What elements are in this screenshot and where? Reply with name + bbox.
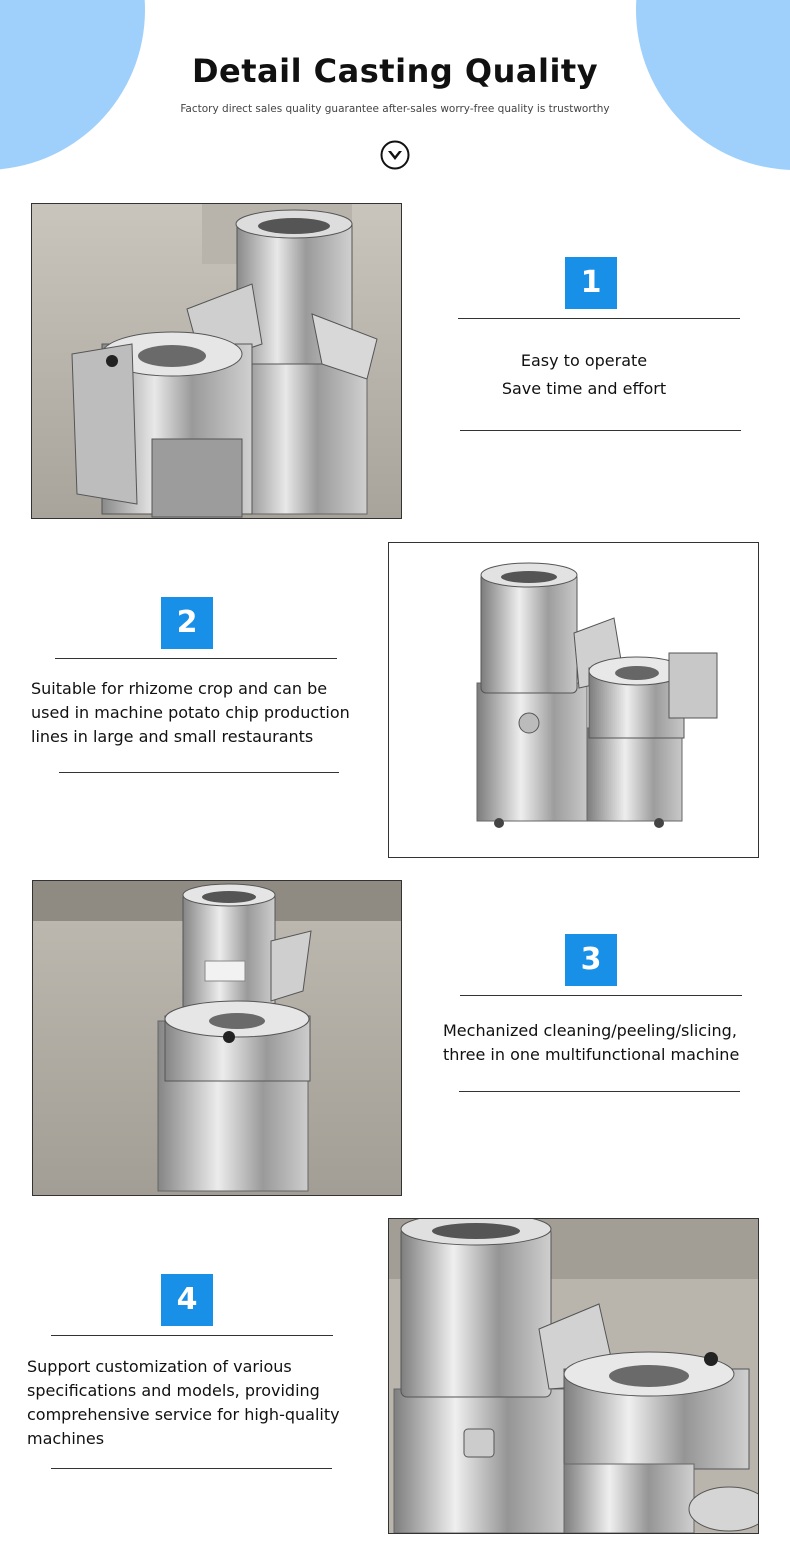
page-title: Detail Casting Quality [191, 52, 599, 90]
divider-bottom-3 [459, 1091, 740, 1092]
divider-top-2 [55, 658, 337, 659]
machine-photo-4 [388, 1218, 759, 1534]
step-badge-4: 4 [161, 1274, 213, 1326]
divider-top-4 [51, 1335, 333, 1336]
feature-line: three in one multifunctional machine [443, 1045, 740, 1064]
machine-photo-2 [388, 542, 759, 858]
divider-bottom-4 [51, 1468, 332, 1469]
step-badge-3: 3 [565, 934, 617, 986]
page-subtitle: Factory direct sales quality guarantee after-sales worry-free quality is trustworthy [180, 103, 610, 115]
feature-line: used in machine potato chip production [31, 703, 350, 722]
step-badge-2: 2 [161, 597, 213, 649]
feature-text-3 [443, 1019, 763, 1067]
divider-bottom-1 [460, 430, 741, 431]
feature-line: Easy to operate [520, 351, 648, 370]
divider-top-3 [460, 995, 742, 996]
machine-photo-1 [31, 203, 402, 519]
divider-bottom-2 [59, 772, 339, 773]
feature-line: lines in large and small restaurants [31, 727, 314, 746]
feature-line: Suitable for rhizome crop and can be [31, 679, 328, 698]
feature-line: Mechanized cleaning/peeling/slicing, [443, 1021, 737, 1040]
feature-text-2 [31, 677, 371, 749]
feature-line: specifications and models, providing [27, 1381, 320, 1400]
step-badge-1: 1 [565, 257, 617, 309]
feature-text-4 [27, 1355, 367, 1451]
feature-line: machines [27, 1429, 105, 1448]
machine-photo-3 [32, 880, 402, 1196]
feature-line: Support customization of various [27, 1357, 292, 1376]
feature-line: comprehensive service for high-quality [27, 1405, 340, 1424]
feature-line: Save time and effort [501, 379, 667, 398]
feature-text-1 [458, 349, 710, 401]
chevron-down-circle-icon [380, 140, 410, 170]
divider-top-1 [458, 318, 740, 319]
